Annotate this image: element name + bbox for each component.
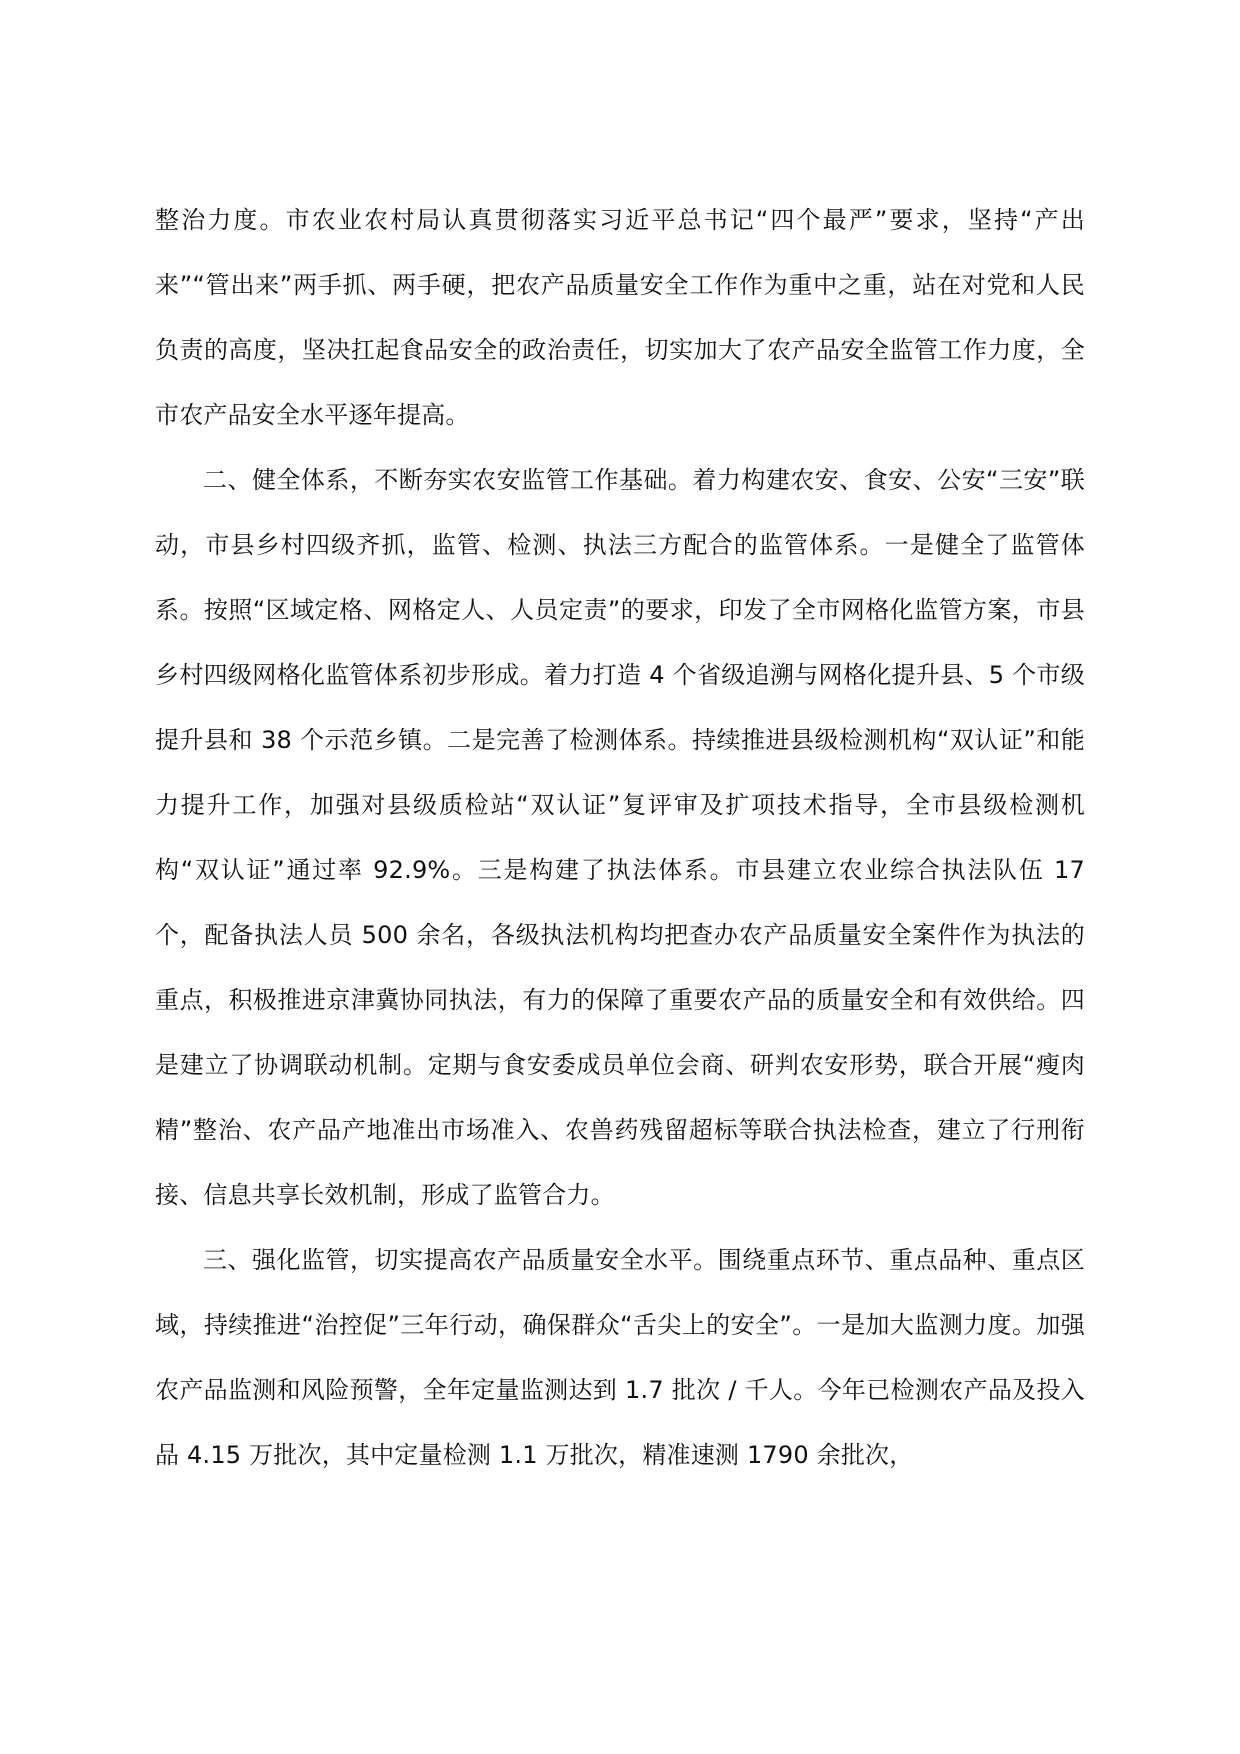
paragraph-section-three: 三、强化监管，切实提高农产品质量安全水平。围绕重点环节、重点品种、重点区域，持续推进“治控促”三年行动，确保群众“舌尖上的安全”。一是加大监测力度。加强农产品监测和风险预警，全年定量监测达到 1.7 批次 / 千人。今年已检测农产品及投入品 4.15 万批次，其中定量检测 1.1 万批次，精准速测 1790 余批次， xyxy=(155,1246,1085,1469)
paragraph-section-two: 二、健全体系，不断夯实农安监管工作基础。着力构建农安、食安、公安“三安”联动，市县乡村四级齐抓，监管、检测、执法三方配合的监管体系。一是健全了监管体系。按照“区域定格、网格定人、人员定责”的要求，印发了全市网格化监管方案，市县乡村四级网格化监管体系初步形成。着力打造 4 个省级追溯与网格化提升县、5 个市级提升县和 38 个示范乡镇。二是完善了检测体系。持续推进县级检测机构“双认证”和能力提升工作，加强对县级质检站“双认证”复评审及扩项技术指导，全市县级检测机构“双认证”通过率 92.9%。三是构建了执法体系。市县建立农业综合执法队伍 17 个，配备执法人员 500 余名，各级执法机构均把查办农产品质量安全案件作为执法的重点，积极推进京津冀协同执法，有力的保障了重要农产品的质量安全和有效供给。四是建立了协调联动机制。定期与食安委成员单位会商、研判农安形势，联合开展“瘦肉精”整治、农产品产地准出市场准入、农兽药残留超标等联合执法检查，建立了行刑衔接、信息共享长效机制，形成了监管合力。 xyxy=(155,466,1085,1209)
document-body xyxy=(155,188,1085,1488)
paragraph-continuation: 整治力度。市农业农村局认真贯彻落实习近平总书记“四个最严”要求，坚持“产出来”“管出来”两手抓、两手硬，把农产品质量安全工作作为重中之重，站在对党和人民负责的高度，坚决扛起食品安全的政治责任，切实加大了农产品安全监管工作力度，全市农产品安全水平逐年提高。 xyxy=(155,206,1085,429)
